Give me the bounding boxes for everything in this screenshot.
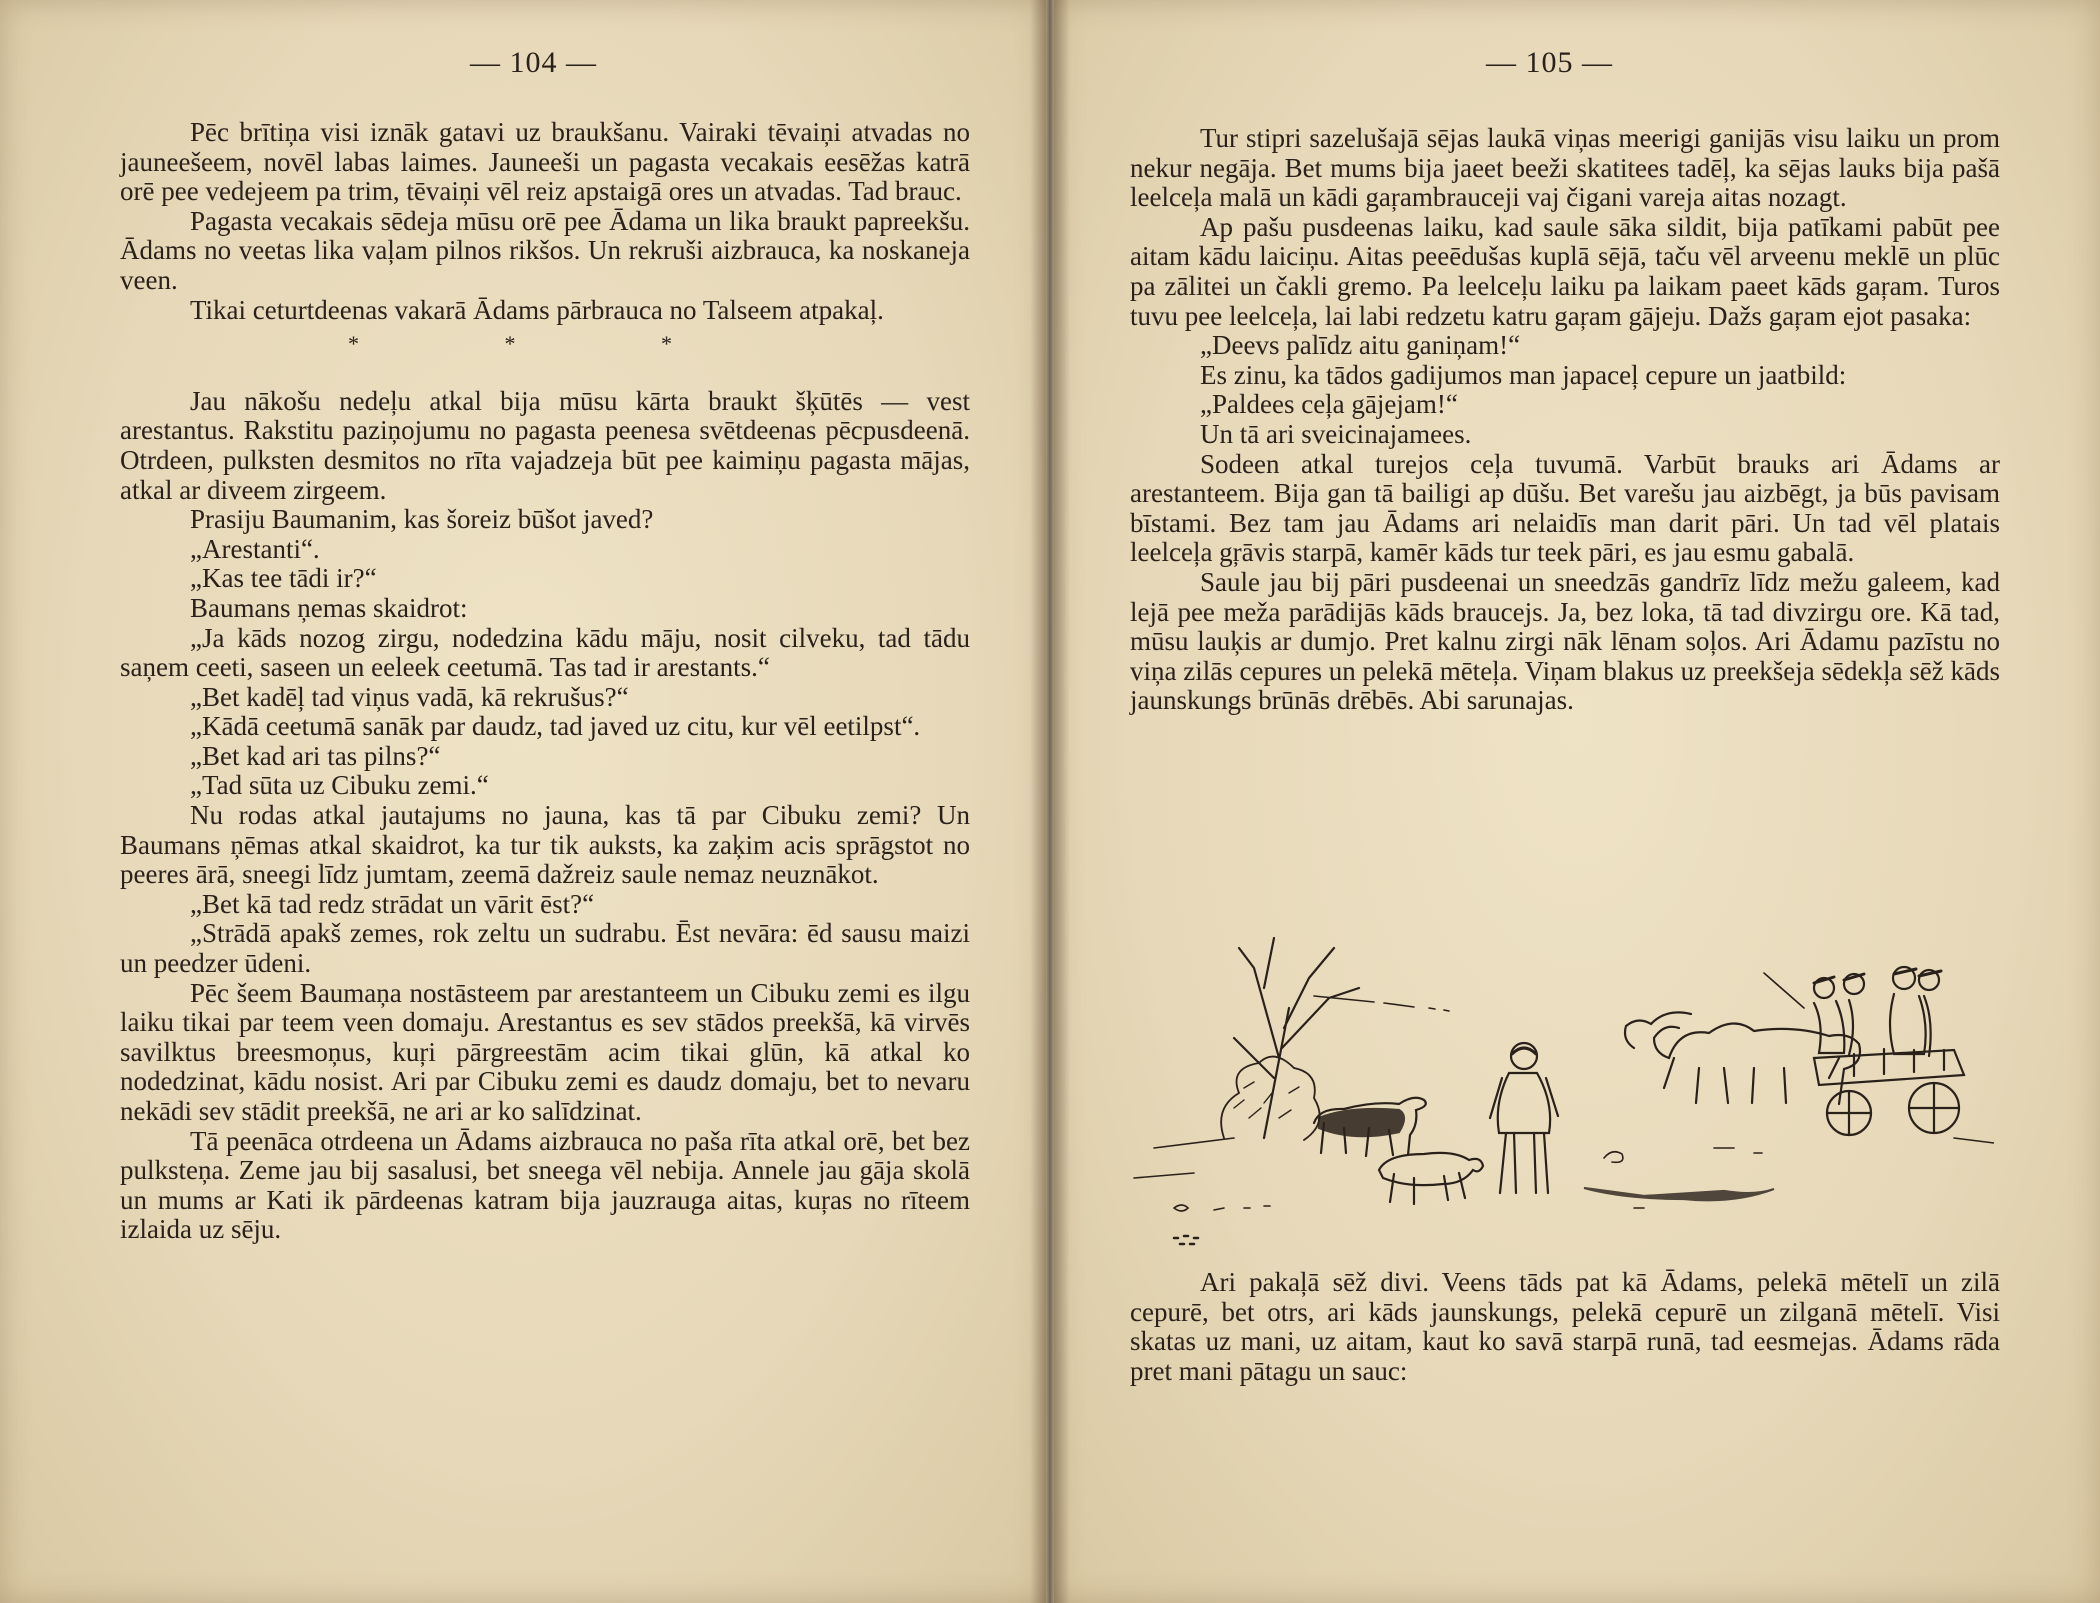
paragraph: „Strādā apakš zemes, rok zeltu un sudrabu. Ēst nevāra: ēd sausu maizi un peedzer ūdeni. xyxy=(120,918,970,979)
page-text-continued xyxy=(1130,1268,2000,1386)
page-number: — 105 — xyxy=(1486,46,1613,79)
paragraph: Pēc šeem Baumaņa nostāsteem par arestanteem un Cibuku zemi es ilgu laiku tikai par teem veen domaju. Arestantus es sev stādos preekšā, kā virvēs savilktus breesmoņus, kuŗi pārgreestām acim tikai glūn, kā atkal ko nodedzinat, kādu nosist. Ari par Cibuku zemi es daudz domaju, bet to nevaru nekādi sev stādit preekšā, ne ari ar ko salīdzinat. xyxy=(120,977,970,1126)
page-text xyxy=(120,118,970,1245)
paragraph: „Bet kā tad redz strādat un vārit ēst?“ xyxy=(190,888,595,919)
paragraph: „Deevs palīdz aitu ganiņam!“ xyxy=(1200,330,1521,361)
paragraph: „Arestanti“. xyxy=(190,533,320,564)
paragraph: „Bet kad ari tas pilns?“ xyxy=(190,740,441,771)
right-page xyxy=(1054,0,2100,1603)
paragraph: Pagasta vecakais sēdeja mūsu orē pee Ādama un lika braukt papreekšu. Ādams no veetas lika vaļam pilnos rikšos. Un rekruši aizbrauca, ka noskaneja veen. xyxy=(120,205,970,295)
paragraph: „Kādā ceetumā sanāk par daudz, tad javed uz citu, kur vēl eetilpst“. xyxy=(190,711,921,742)
paragraph: „Kas tee tādi ir?“ xyxy=(190,563,377,594)
page-text xyxy=(1130,124,2000,716)
paragraph: Tikai ceturtdeenas vakarā Ādams pārbrauca no Talseem atpakaļ. xyxy=(190,294,884,325)
paragraph: Baumans ņemas skaidrot: xyxy=(190,592,468,623)
paragraph: Tur stipri sazelušajā sējas laukā viņas meerigi ganijās visu laiku un prom nekur negāja. Bet mums bija jaeet beeži skatitees tadēļ, ka sējas lauks bija pašā leelceļa malā un kādi gaŗambrauceji vaj čigani vareja aitas nozagt. xyxy=(1130,123,2000,213)
paragraph: Ari pakaļā sēž divi. Veens tāds pat kā Ādams, pelekā mētelī un zilā cepurē, bet otrs, ari kāds jaunskungs, pelekā cepurē un zilganā mētelī. Visi skatas uz mani, uz aitam, kaut ko savā starpā runā, tad eesmejas. Ādams rāda pret mani pātagu un sauc: xyxy=(1130,1267,2000,1386)
paragraph: Ap pašu pusdeenas laiku, kad saule sāka sildit, bija patīkami pabūt pee aitam kādu laiciņu. Aitas peeēdušas kuplā sējā, taču vēl arveenu meklē un plūc pa zālitei un čakli gremo. Pa leelceļu laiku pa laikam paeet kāds gaŗam. Turos tuvu pee leelceļa, lai labi redzetu katru gaŗam gājeju. Dažs gaŗam ejot pasaka: xyxy=(1130,211,2000,331)
paragraph: Tā peenāca otrdeena un Ādams aizbrauca no paša rīta atkal orē, bet bez pulksteņa. Zeme jau bij sasalusi, bet sneega vēl nebija. Annele jau gāja skolā un mums ar Kati ik pārdeenas katram bija jauzrauga aitas, kuŗas no rīteem izlaida uz sēju. xyxy=(120,1125,970,1245)
section-separator: * * * xyxy=(348,331,742,357)
page-number: — 104 — xyxy=(470,46,597,79)
illustration-icon xyxy=(1114,908,1994,1253)
paragraph: Nu rodas atkal jautajums no jauna, kas tā par Cibuku zemi? Un Baumans ņēmas atkal skaidrot, ka tur tik auksts, ka zaķim acis sprāgstot no peeres ārā, sneegi līdz jumtam, zeemā dažreiz saule nemaz neuznākot. xyxy=(120,800,970,890)
paragraph: „Tad sūta uz Cibuku zemi.“ xyxy=(190,770,489,801)
paragraph: Es zinu, ka tādos gadijumos man japaceļ cepure un jaatbild: xyxy=(1200,359,1847,390)
paragraph: Pēc brītiņa visi iznāk gatavi uz braukšanu. Vairaki tēvaiņi atvadas no jauneešeem, novēl labas laimes. Jauneeši un pagasta vecakais eesēžas katrā orē pee vedejeem pa trim, tēvaiņi vēl reiz apstaigā ores un atvadas. Tad brauc. xyxy=(120,117,970,207)
paragraph: „Bet kadēļ tad viņus vadā, kā rekrušus?“ xyxy=(190,681,629,712)
book-gutter xyxy=(1030,0,1070,1603)
paragraph: „Ja kāds nozog zirgu, nodedzina kādu māju, nosit cilveku, tad tādu saņem ceeti, saseen un eeleek ceetumā. Tas tad ir arestants.“ xyxy=(120,622,970,683)
paragraph: Jau nākošu nedeļu atkal bija mūsu kārta braukt šķūtēs — vest arestantus. Rakstitu paziņojumu no pagasta peenesa svētdeenas pēcpusdeenā. Otrdeen, pulksten desmitos no rīta vajadzeja būt pee kaimiņu pagasta mājas, atkal ar diveem zirgeem. xyxy=(120,385,970,505)
paragraph: Un tā ari sveicinajamees. xyxy=(1200,418,1472,449)
left-page xyxy=(0,0,1046,1603)
paragraph: Saule jau bij pāri pusdeenai un sneedzās gandrīz līdz mežu galeem, kad lejā pee meža parādijās kāds braucejs. Ja, bez loka, tā tad divzirgu ore. Kā tad, mūsu lauķis ar dumjo. Pret kalnu zirgi nāk lēnam soļos. Ari Ādamu pazīstu no viņa zilās cepures un pelekā mēteļa. Viņam blakus uz preekšeja sēdekļa sēž kāds jaunskungs brūnās drēbēs. Abi sarunajas. xyxy=(1130,566,2000,716)
paragraph: „Paldees ceļa gājejam!“ xyxy=(1200,389,1458,420)
paragraph: Sodeen atkal turejos ceļa tuvumā. Varbūt brauks ari Ādams ar arestanteem. Bija gan tā bailigi ap dūšu. Bet varešu jau aizbēgt, ja būs pavisam bīstami. Bez tam jau Ādams ari nelaidīs man darit pāri. Un tad vēl platais leelceļa gŗāvis starpā, kamēr kāds tur teek pāri, es jau esmu gabalā. xyxy=(1130,448,2000,568)
paragraph: Prasiju Baumanim, kas šoreiz būšot javed? xyxy=(190,504,654,535)
